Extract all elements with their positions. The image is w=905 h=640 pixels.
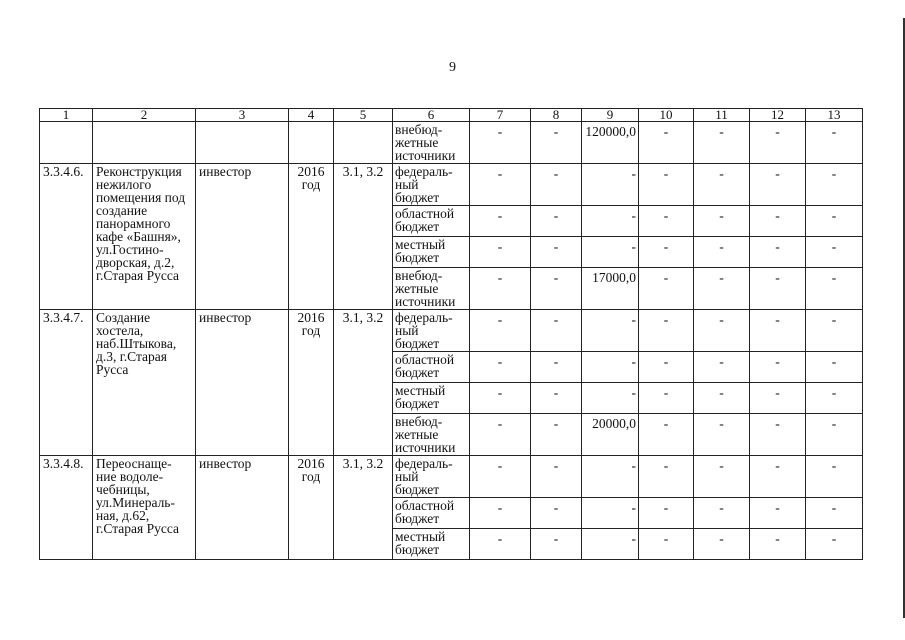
budget-table bbox=[39, 108, 863, 560]
value-cell: - bbox=[694, 206, 750, 237]
value-cell: - bbox=[806, 529, 863, 560]
empty-cell bbox=[93, 122, 196, 164]
value-cell: - bbox=[470, 206, 531, 237]
value-cell: - bbox=[750, 383, 806, 414]
item-code-cell: 3.3.4.6. bbox=[40, 164, 93, 310]
value-cell: - bbox=[750, 310, 806, 352]
table-row bbox=[40, 164, 863, 206]
value-cell: 17000,0 bbox=[582, 268, 639, 310]
funding-source-cell: федераль- ный бюджет bbox=[393, 456, 470, 498]
value-cell: - bbox=[531, 529, 582, 560]
header-cell: 8 bbox=[531, 109, 582, 122]
value-cell: - bbox=[806, 122, 863, 164]
empty-cell bbox=[289, 122, 334, 164]
year-cell: 2016 год bbox=[289, 456, 334, 560]
header-cell: 6 bbox=[393, 109, 470, 122]
funding-source-cell: местный бюджет bbox=[393, 383, 470, 414]
value-cell: - bbox=[531, 237, 582, 268]
value-cell: - bbox=[806, 206, 863, 237]
value-cell: - bbox=[639, 414, 694, 456]
value-cell: - bbox=[750, 206, 806, 237]
value-cell: - bbox=[470, 310, 531, 352]
value-cell: - bbox=[750, 456, 806, 498]
value-cell: - bbox=[694, 268, 750, 310]
value-cell: - bbox=[806, 310, 863, 352]
value-cell: - bbox=[470, 383, 531, 414]
value-cell: - bbox=[750, 164, 806, 206]
targets-cell: 3.1, 3.2 bbox=[334, 456, 393, 560]
value-cell: - bbox=[806, 268, 863, 310]
value-cell: - bbox=[694, 352, 750, 383]
funding-source-cell: внебюд- жетные источники bbox=[393, 414, 470, 456]
empty-cell bbox=[196, 122, 289, 164]
table-row bbox=[40, 456, 863, 498]
value-cell: - bbox=[531, 310, 582, 352]
value-cell: - bbox=[470, 164, 531, 206]
item-code-cell: 3.3.4.7. bbox=[40, 310, 93, 456]
value-cell: - bbox=[806, 352, 863, 383]
value-cell: - bbox=[694, 122, 750, 164]
value-cell: - bbox=[639, 206, 694, 237]
value-cell: - bbox=[531, 498, 582, 529]
value-cell: - bbox=[694, 456, 750, 498]
value-cell: - bbox=[531, 268, 582, 310]
value-cell: - bbox=[470, 529, 531, 560]
value-cell: - bbox=[531, 383, 582, 414]
funding-source-cell: местный бюджет bbox=[393, 237, 470, 268]
funding-source-cell: областной бюджет bbox=[393, 498, 470, 529]
header-cell: 9 bbox=[582, 109, 639, 122]
value-cell: - bbox=[470, 414, 531, 456]
value-cell: - bbox=[694, 164, 750, 206]
value-cell: - bbox=[470, 498, 531, 529]
header-cell: 5 bbox=[334, 109, 393, 122]
value-cell: - bbox=[639, 268, 694, 310]
executor-cell: инвестор bbox=[196, 456, 289, 560]
value-cell: - bbox=[694, 310, 750, 352]
value-cell: - bbox=[806, 383, 863, 414]
value-cell: - bbox=[750, 352, 806, 383]
funding-source-cell: внебюд- жетные источники bbox=[393, 268, 470, 310]
header-cell: 10 bbox=[639, 109, 694, 122]
value-cell: - bbox=[750, 268, 806, 310]
value-cell: - bbox=[694, 498, 750, 529]
value-cell: - bbox=[582, 529, 639, 560]
value-cell: - bbox=[582, 237, 639, 268]
year-cell: 2016 год bbox=[289, 164, 334, 310]
funding-source-cell: внебюд- жетные источники bbox=[393, 122, 470, 164]
value-cell: - bbox=[750, 122, 806, 164]
value-cell: - bbox=[531, 206, 582, 237]
value-cell: - bbox=[806, 164, 863, 206]
item-name-cell: Реконструкция нежилого помещения под создание панорамного кафе «Башня», ул.Гостино-дворская, д.2, г.Старая Русса bbox=[93, 164, 196, 310]
targets-cell: 3.1, 3.2 bbox=[334, 164, 393, 310]
value-cell: - bbox=[750, 498, 806, 529]
value-cell: - bbox=[531, 164, 582, 206]
item-name-cell: Создание хостела, наб.Штыкова, д.3, г.Старая Русса bbox=[93, 310, 196, 456]
funding-source-cell: областной бюджет bbox=[393, 206, 470, 237]
value-cell: - bbox=[639, 237, 694, 268]
header-cell: 12 bbox=[750, 109, 806, 122]
value-cell: - bbox=[806, 237, 863, 268]
page-number: 9 bbox=[449, 60, 456, 75]
value-cell: - bbox=[639, 529, 694, 560]
header-cell: 11 bbox=[694, 109, 750, 122]
table-row bbox=[40, 122, 863, 164]
value-cell: - bbox=[531, 456, 582, 498]
value-cell: - bbox=[582, 310, 639, 352]
empty-cell bbox=[40, 122, 93, 164]
value-cell: - bbox=[806, 456, 863, 498]
funding-source-cell: федераль- ный бюджет bbox=[393, 310, 470, 352]
value-cell: - bbox=[639, 122, 694, 164]
value-cell: - bbox=[582, 456, 639, 498]
value-cell: - bbox=[639, 310, 694, 352]
executor-cell: инвестор bbox=[196, 164, 289, 310]
value-cell: - bbox=[582, 206, 639, 237]
value-cell: - bbox=[531, 414, 582, 456]
funding-source-cell: местный бюджет bbox=[393, 529, 470, 560]
value-cell: - bbox=[470, 352, 531, 383]
value-cell: - bbox=[639, 498, 694, 529]
header-cell: 13 bbox=[806, 109, 863, 122]
value-cell: - bbox=[582, 164, 639, 206]
value-cell: - bbox=[750, 414, 806, 456]
value-cell: - bbox=[470, 456, 531, 498]
value-cell: - bbox=[531, 352, 582, 383]
value-cell: - bbox=[639, 352, 694, 383]
value-cell: - bbox=[582, 352, 639, 383]
funding-source-cell: федераль- ный бюджет bbox=[393, 164, 470, 206]
header-cell: 2 bbox=[93, 109, 196, 122]
value-cell: - bbox=[806, 414, 863, 456]
table-row bbox=[40, 310, 863, 352]
value-cell: - bbox=[639, 456, 694, 498]
value-cell: - bbox=[470, 268, 531, 310]
value-cell: - bbox=[639, 164, 694, 206]
header-cell: 7 bbox=[470, 109, 531, 122]
item-code-cell: 3.3.4.8. bbox=[40, 456, 93, 560]
value-cell: - bbox=[750, 237, 806, 268]
value-cell: - bbox=[694, 237, 750, 268]
value-cell: - bbox=[694, 529, 750, 560]
executor-cell: инвестор bbox=[196, 310, 289, 456]
value-cell: - bbox=[582, 498, 639, 529]
value-cell: - bbox=[750, 529, 806, 560]
header-cell: 3 bbox=[196, 109, 289, 122]
empty-cell bbox=[334, 122, 393, 164]
value-cell: 20000,0 bbox=[582, 414, 639, 456]
value-cell: - bbox=[582, 383, 639, 414]
funding-source-cell: областной бюджет bbox=[393, 352, 470, 383]
value-cell: - bbox=[639, 383, 694, 414]
year-cell: 2016 год bbox=[289, 310, 334, 456]
value-cell: 120000,0 bbox=[582, 122, 639, 164]
value-cell: - bbox=[694, 414, 750, 456]
item-name-cell: Переоснаще-ние водоле-чебницы, ул.Минераль-ная, д.62, г.Старая Русса bbox=[93, 456, 196, 560]
targets-cell: 3.1, 3.2 bbox=[334, 310, 393, 456]
header-row bbox=[40, 109, 863, 122]
value-cell: - bbox=[470, 122, 531, 164]
header-cell: 4 bbox=[289, 109, 334, 122]
header-cell: 1 bbox=[40, 109, 93, 122]
value-cell: - bbox=[694, 383, 750, 414]
value-cell: - bbox=[531, 122, 582, 164]
value-cell: - bbox=[470, 237, 531, 268]
value-cell: - bbox=[806, 498, 863, 529]
